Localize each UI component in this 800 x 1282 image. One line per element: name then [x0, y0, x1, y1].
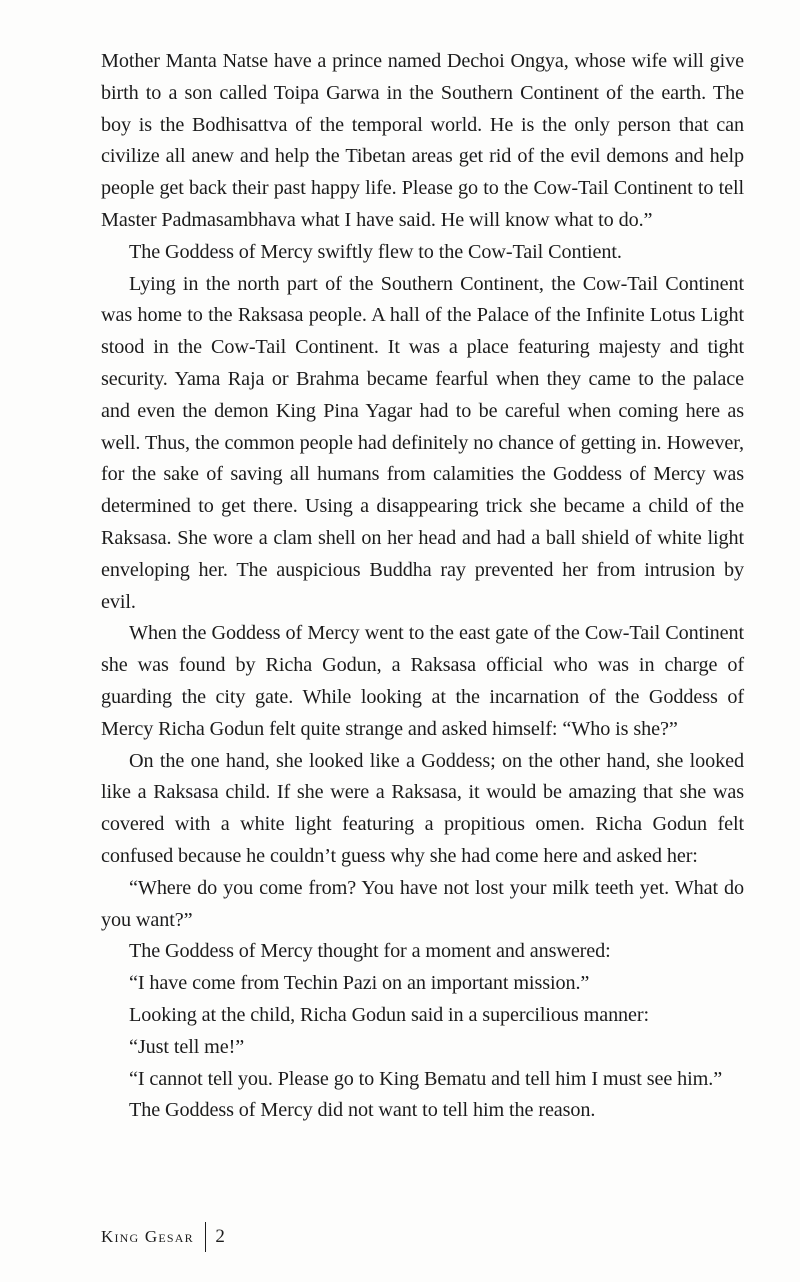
paragraph: Mother Manta Natse have a prince named Dechoi Ongya, whose wife will give birth to a son called Toipa Garwa in the Southern Continent of the earth. The boy is the Bodhisattva of the temporal world. He is the only person that can civilize all anew and help the Tibetan areas get rid of the evil demons and help people get back their past happy life. Please go to the Cow-Tail Continent to tell Master Padmasambhava what I have said. He will know what to do.” — [101, 50, 744, 231]
footer-divider — [205, 1222, 207, 1252]
running-title: King Gesar — [101, 1227, 194, 1246]
paragraph: Looking at the child, Richa Godun said in a supercilious manner: — [129, 1003, 650, 1026]
paragraph: “Just tell me!” — [129, 1035, 245, 1058]
paragraph: Lying in the north part of the Southern Continent, the Cow-Tail Continent was home to the Raksasa people. A hall of the Palace of the Infinite Lotus Light stood in the Cow-Tail Continent. It was a place featuring majesty and tight security. Yama Raja or Brahma became fearful when they came to the palace and even the demon King Pina Yagar had to be careful when coming here as well. Thus, the common people had definitely no chance of getting in. However, for the sake of saving all humans from calamities the Goddess of Mercy was determined to get there. Using a disappearing trick she became a child of the Raksasa. She wore a clam shell on her head and had a ball shield of white light enveloping her. The auspicious Buddha ray prevented her from intrusion by evil. — [101, 272, 744, 613]
paragraph: On the one hand, she looked like a Goddess; on the other hand, she looked like a Raksasa child. If she were a Raksasa, it would be amazing that she was covered with a white light featuring a propitious omen. Richa Godun felt confused because he couldn’t guess why she had come here and asked her: — [101, 749, 744, 867]
paragraph: The Goddess of Mercy thought for a moment and answered: — [129, 940, 611, 963]
paragraph: “I cannot tell you. Please go to King Bematu and tell him I must see him.” — [129, 1067, 723, 1090]
paragraph: The Goddess of Mercy swiftly flew to the Cow-Tail Contient. — [129, 240, 622, 263]
paragraph: “Where do you come from? You have not lost your milk teeth yet. What do you want?” — [101, 876, 744, 931]
paragraph: The Goddess of Mercy did not want to tell him the reason. — [129, 1099, 596, 1122]
body-text — [101, 46, 744, 1127]
paragraph: “I have come from Techin Pazi on an important mission.” — [129, 972, 590, 995]
paragraph: When the Goddess of Mercy went to the east gate of the Cow-Tail Continent she was found by Richa Godun, a Raksasa official who was in charge of guarding the city gate. While looking at the incarnation of the Goddess of Mercy Richa Godun felt quite strange and asked himself: “Who is she?” — [101, 622, 744, 740]
page-footer — [101, 1222, 225, 1252]
page-number: 2 — [215, 1226, 225, 1247]
